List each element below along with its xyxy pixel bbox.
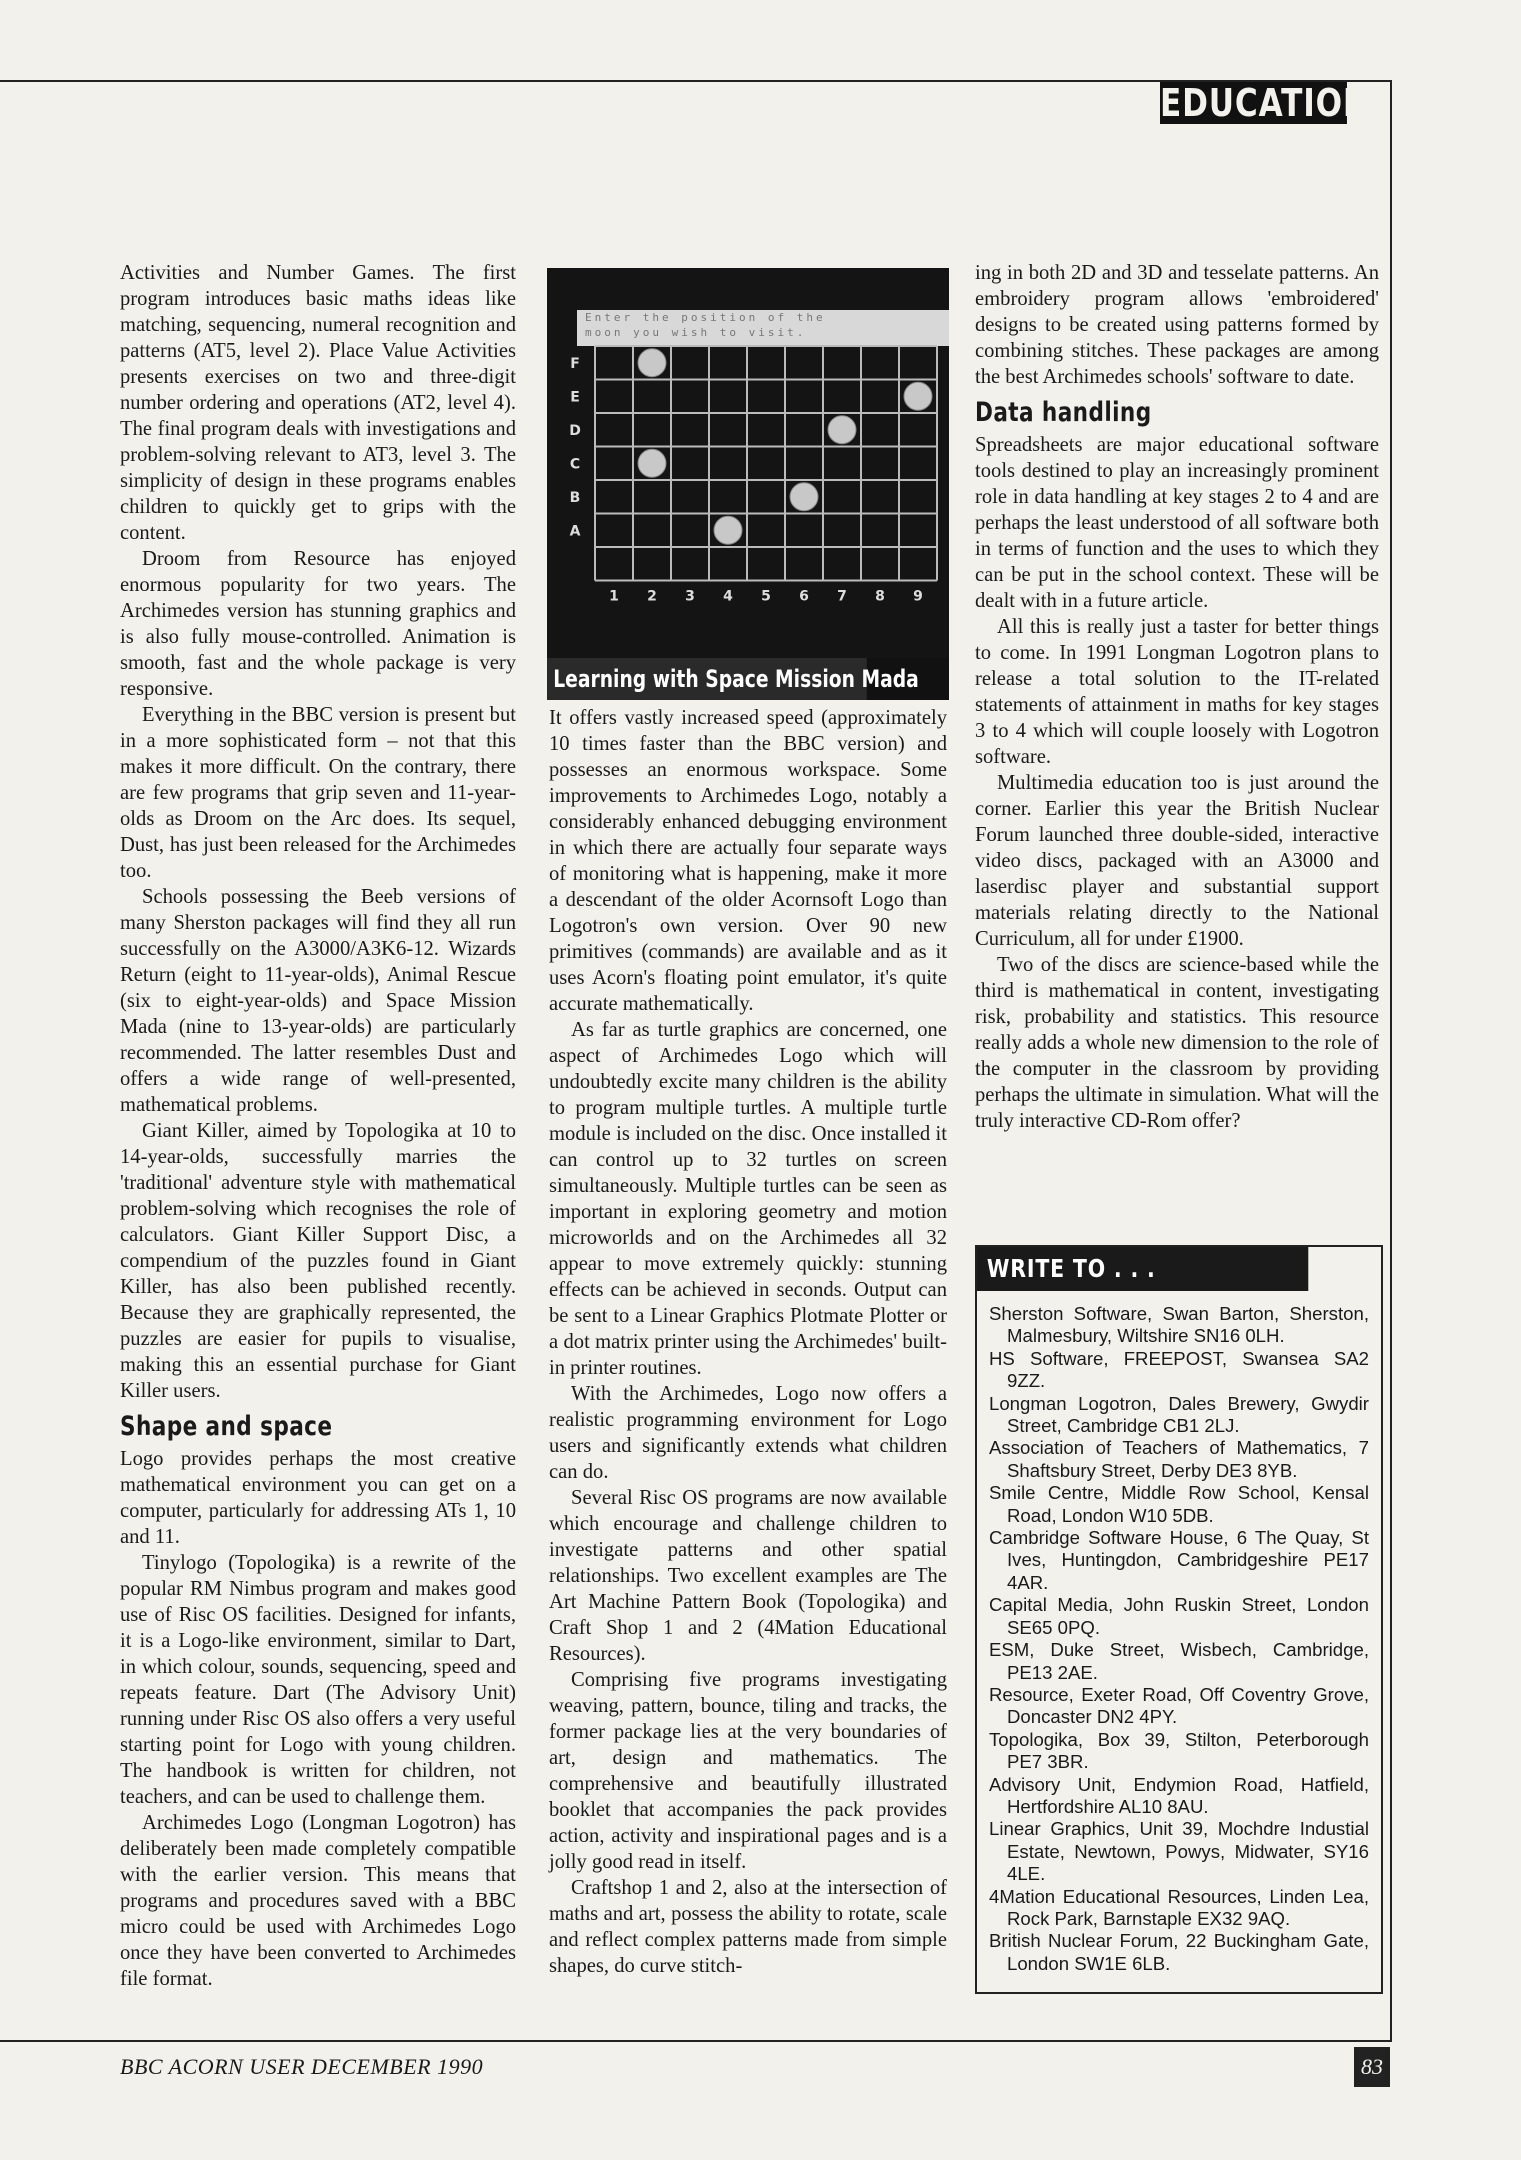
moon-icon <box>638 349 666 377</box>
moon-icon <box>714 516 742 544</box>
paragraph: ing in both 2D and 3D and tesselate patterns. An embroidery program allows 'embroidered' designs to be created using patterns formed by combining stitches. These packages are among the best Archimedes schools' software to date. <box>975 262 1379 388</box>
column-label: 9 <box>913 588 923 605</box>
paragraph: As far as turtle graphics are concerned, one aspect of Archimedes Logo which will undoubtedly excite many children is the ability to program multiple turtles. A multiple turtle module is included on the disc. Once installed it can control up to 32 turtles on screen simultaneously. Multiple turtles can be seen as important in exploring geometry and motion microworlds and on the Archimedes all 32 appear to move extremely quickly: stunning effects can be achieved in seconds. Output can be sent to a Linear Graphics Plotmate Plotter or a dot matrix printer using the Archimedes' built-in printer routines. <box>549 1019 947 1379</box>
column-label: 7 <box>837 588 847 605</box>
paragraph: Two of the discs are science-based while the third is mathematical in content, investigating risk, probability and statistics. This resource really adds a whole new dimension to the role of the computer in the classroom by providing perhaps the ultimate in simulation. What will the truly interactive CD-Rom offer? <box>975 954 1379 1132</box>
column-label: 8 <box>875 588 885 605</box>
paragraph: Craftshop 1 and 2, also at the intersection of maths and art, possess the ability to rotate, scale and reflect complex patterns made from simple shapes, do curve stitch- <box>549 1877 947 1977</box>
paragraph: It offers vastly increased speed (approximately 10 times faster than the BBC version) and possesses an enormous workspace. Some improvements to Archimedes Logo, notably a considerably enhanced debugging environment in which there are actually four separate ways of monitoring what is happening, make it more a descendant of the older Acornsoft Logo than Logotron's own version. Over 90 new primitives (commands) are available and as it uses Acorn's floating point emulator, it's quite accurate mathematically. <box>549 707 947 1015</box>
address-entry: HS Software, FREEPOST, Swansea SA2 9ZZ. <box>989 1347 1369 1392</box>
column-3 <box>975 260 1379 1134</box>
column-label: 1 <box>609 588 619 605</box>
paragraph: With the Archimedes, Logo now offers a realistic programming environment for Logo users and significantly extends what children can do. <box>549 1383 947 1483</box>
address-entry: British Nuclear Forum, 22 Buckingham Gate, London SW1E 6LB. <box>989 1930 1369 1974</box>
section-heading: Shape and space <box>120 1411 333 1442</box>
paragraph: Everything in the BBC version is present but in a more sophisticated form – not that this makes it more difficult. On the contrary, there are few programs that grip seven and 11-year-olds as Droom on the Arc does. Its sequel, Dust, has just been released for the Archimedes too. <box>120 704 516 882</box>
row-label: C <box>569 456 581 473</box>
address-list <box>977 1291 1381 1975</box>
prompt-line: moon you wish to visit. <box>585 326 807 339</box>
game-screen <box>547 268 949 658</box>
address-entry: Cambridge Software House, 6 The Quay, St Ives, Huntingdon, Cambridgeshire PE17 4AR. <box>989 1527 1369 1593</box>
address-entry: Capital Media, John Ruskin Street, London SE65 0PQ. <box>989 1594 1369 1638</box>
address-entry: 4Mation Educational Resources, Linden Lea, Rock Park, Barnstaple EX32 9AQ. <box>989 1885 1369 1929</box>
paragraph: Droom from Resource has enjoyed enormous popularity for two years. The Archimedes version has stunning graphics and is also fully mouse-controlled. Animation is smooth, fast and the whole package is very responsive. <box>120 548 516 700</box>
moon-icon <box>790 483 818 511</box>
column-label: 2 <box>647 588 657 605</box>
screenshot-figure <box>547 268 949 700</box>
address-entry: Smile Centre, Middle Row School, Kensal Road, London W10 5DB. <box>989 1482 1369 1526</box>
row-label: D <box>569 423 581 439</box>
row-label: B <box>569 490 581 506</box>
address-entry: Topologika, Box 39, Stilton, Peterborough PE7 3BR. <box>989 1728 1369 1773</box>
paragraph: Archimedes Logo (Longman Logotron) has deliberately been made completely compatible with the earlier version. This means that programs and procedures saved with a BBC micro could be used with Archimedes Logo once they have been converted to Archimedes file format. <box>120 1812 516 1990</box>
column-label: 4 <box>723 588 733 605</box>
address-entry: Resource, Exeter Road, Off Coventry Grove, Doncaster DN2 4PY. <box>989 1683 1369 1728</box>
paragraph: Several Risc OS programs are now available which encourage and challenge children to investigate patterns and other spatial relationships. Two excellent examples are The Art Machine Pattern Book (Topologika) and Craft Shop 1 and 2 (4Mation Educational Resources). <box>549 1487 947 1665</box>
paragraph: Spreadsheets are major educational software tools destined to play an increasingly prominent role in data handling at key stages 2 to 4 and are perhaps the least understood of all software both in terms of function and the uses to which they can be put in the school context. These will be dealt with in a future article. <box>975 434 1379 612</box>
paragraph: Activities and Number Games. The first program introduces basic maths ideas like matching, sequencing, numeral recognition and patterns (AT5, level 2). Place Value Activities presents exercises on two and three-digit number ordering and operations (AT2, level 4). The final program deals with investigations and problem-solving relevant to AT3, level 3. The simplicity of design in these programs enables children to quickly get to grips with the content. <box>120 262 516 544</box>
address-entry: Advisory Unit, Endymion Road, Hatfield, Hertfordshire AL10 8AU. <box>989 1773 1369 1817</box>
row-label: E <box>570 389 580 406</box>
row-label: F <box>570 356 580 372</box>
address-entry: Association of Teachers of Mathematics, 7 Shaftsbury Street, Derby DE3 8YB. <box>989 1437 1369 1481</box>
moon-icon <box>828 416 856 444</box>
paragraph: Giant Killer, aimed by Topologika at 10 to 14-year-olds, successfully marries the 'traditional' adventure style with mathematical problem-solving which recognises the role of calculators. Giant Killer Support Disc, a compendium of the puzzles found in Giant Killer, has also been published recently. Because they are graphically represented, the puzzles are easier for pupils to visualise, making this an essential purchase for Giant Killer users. <box>120 1120 516 1402</box>
column-label: 3 <box>685 588 695 605</box>
right-rule <box>1390 80 1392 2040</box>
write-to-heading: WRITE TO . . . <box>977 1247 1308 1291</box>
moon-icon <box>638 449 666 477</box>
address-entry: Longman Logotron, Dales Brewery, Gwydir Street, Cambridge CB1 2LJ. <box>989 1392 1369 1437</box>
column-1 <box>120 260 516 1992</box>
grid-board <box>547 268 949 658</box>
paragraph: Multimedia education too is just around the corner. Earlier this year the British Nuclear Forum launched three double-sided, interactive video discs, packaged with an A3000 and laserdisc player and substantial support materials relating directly to the National Curriculum, all for under £1900. <box>975 772 1379 950</box>
column-label: 5 <box>761 588 771 605</box>
paragraph: Logo provides perhaps the most creative mathematical environment you can get on a computer, particularly for addressing ATs 1, 10 and 11. <box>120 1448 516 1548</box>
prompt-line: Enter the position of the <box>585 311 826 324</box>
section-heading: Data handling <box>975 397 1152 428</box>
paragraph: All this is really just a taster for better things to come. In 1991 Longman Logotron plans to release a total solution to the IT-related statements of attainment in maths for key stages 3 to 4 which will couple loosely with Logotron software. <box>975 616 1379 768</box>
address-entry: ESM, Duke Street, Wisbech, Cambridge, PE13 2AE. <box>989 1639 1369 1683</box>
publication-footer: BBC ACORN USER DECEMBER 1990 <box>120 2054 484 2079</box>
paragraph: Schools possessing the Beeb versions of many Sherston packages will find they all run successfully on the A3000/A3K6-12. Wizards Return (eight to 11-year-olds), Animal Rescue (six to eight-year-olds) and Space Mission Mada (nine to 13-year-olds) are particularly recommended. The latter resembles Dust and offers a wide range of well-presented, mathematical problems. <box>120 886 516 1116</box>
write-to-box <box>975 1245 1383 1994</box>
address-entry: Sherston Software, Swan Barton, Sherston, Malmesbury, Wiltshire SN16 0LH. <box>989 1303 1369 1347</box>
moon-icon <box>904 382 932 410</box>
column-2 <box>549 705 947 1979</box>
figure-caption: Learning with Space Mission Mada <box>547 658 867 700</box>
section-tab: EDUCATION <box>1160 81 1370 125</box>
column-label: 6 <box>799 588 809 605</box>
bottom-rule <box>0 2040 1392 2042</box>
address-entry: Linear Graphics, Unit 39, Mochdre Industial Estate, Newtown, Powys, Midwater, SY16 4LE. <box>989 1818 1369 1885</box>
paragraph: Comprising five programs investigating weaving, pattern, bounce, tiling and tracks, the former package lies at the very boundaries of art, design and mathematics. The comprehensive and beautifully illustrated booklet that accompanies the pack provides action, activity and inspirational pages and is a jolly good read in itself. <box>549 1669 947 1873</box>
page-number: 83 <box>1354 2047 1390 2087</box>
paragraph: Tinylogo (Topologika) is a rewrite of the popular RM Nimbus program and makes good use of Risc OS facilities. Designed for infants, it is a Logo-like environment, similar to Dart, in which colour, sounds, sequencing, speed and repeats feature. Dart (The Advisory Unit) running under Risc OS also offers a very useful starting point for Logo with young children. The handbook is written for children, not teachers, and can be used to challenge them. <box>120 1552 516 1808</box>
row-label: A <box>569 523 581 540</box>
